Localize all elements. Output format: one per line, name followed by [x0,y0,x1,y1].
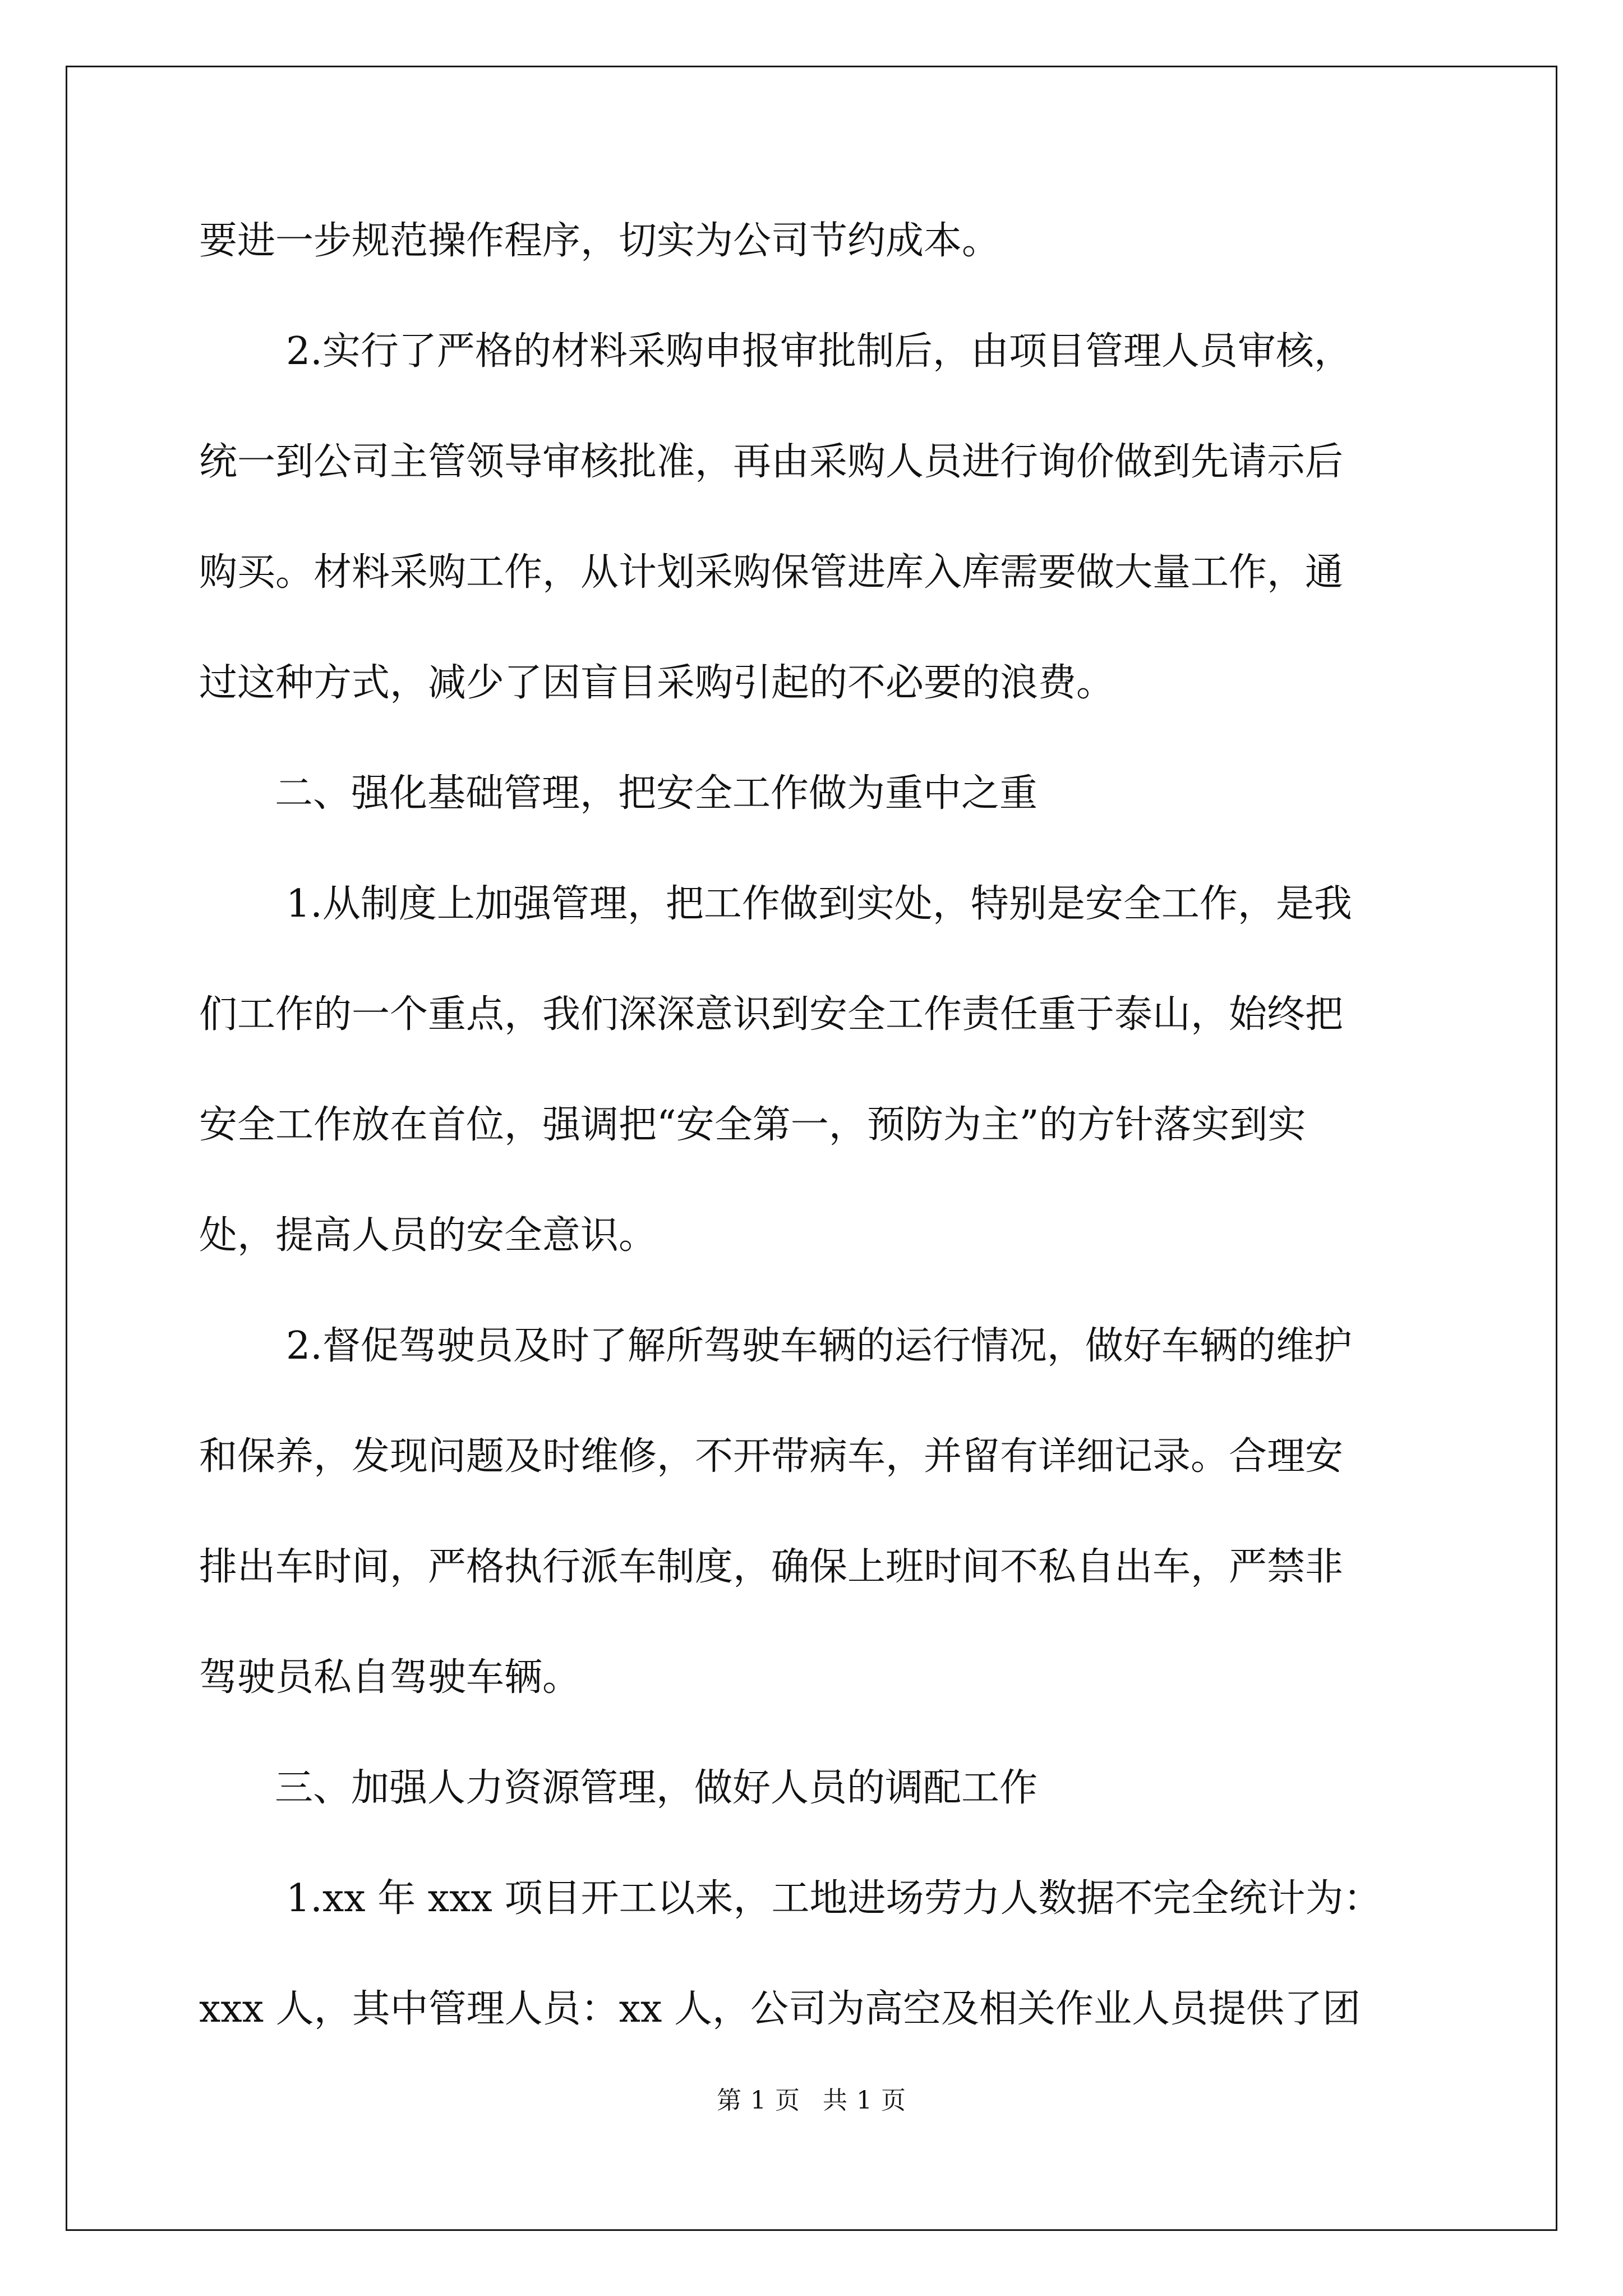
paragraph-line: 过这种方式，减少了因盲目采购引起的不必要的浪费。 [199,661,1115,705]
paragraph-line: 要进一步规范操作程序，切实为公司节约成本。 [199,219,1000,263]
document-body [199,213,1433,2092]
paragraph-line: xxx 人，其中管理人员：xx 人，公司为高空及相关作业人员提供了团 [199,1987,1361,2031]
paragraph-line: 1.从制度上加强管理，把工作做到实处，特别是安全工作，是我 [286,882,1352,926]
section-heading: 二、强化基础管理，把安全工作做为重中之重 [275,771,1038,816]
page-footer [0,2084,1623,2118]
page-total: 共 1 页 [823,2086,906,2115]
paragraph-line: 和保养，发现问题及时维修，不开带病车，并留有详细记录。合理安 [199,1434,1344,1479]
section-heading: 三、加强人力资源管理，做好人员的调配工作 [275,1766,1038,1810]
paragraph-line: 驾驶员私自驾驶车辆。 [199,1655,581,1700]
paragraph-line: 2.实行了严格的材料采购申报审批制后，由项目管理人员审核， [286,329,1352,374]
paragraph-line: 购买。材料采购工作，从计划采购保管进库入库需要做大量工作，通 [199,550,1344,595]
page-number: 第 1 页 [717,2086,800,2115]
paragraph-line: 1.xx 年 xxx 项目开工以来，工地进场劳力人数据不完全统计为： [286,1876,1382,1921]
paragraph-line: 处，提高人员的安全意识。 [199,1213,657,1258]
paragraph-line: 安全工作放在首位，强调把“安全第一，预防为主”的方针落实到实 [199,1103,1306,1147]
paragraph-line: 排出车时间，严格执行派车制度，确保上班时间不私自出车，严禁非 [199,1545,1344,1589]
paragraph-line: 2.督促驾驶员及时了解所驾驶车辆的运行情况，做好车辆的维护 [286,1324,1352,1368]
paragraph-line: 统一到公司主管领导审核批准，再由采购人员进行询价做到先请示后 [199,440,1344,484]
paragraph-line: 们工作的一个重点，我们深深意识到安全工作责任重于泰山，始终把 [199,992,1344,1037]
